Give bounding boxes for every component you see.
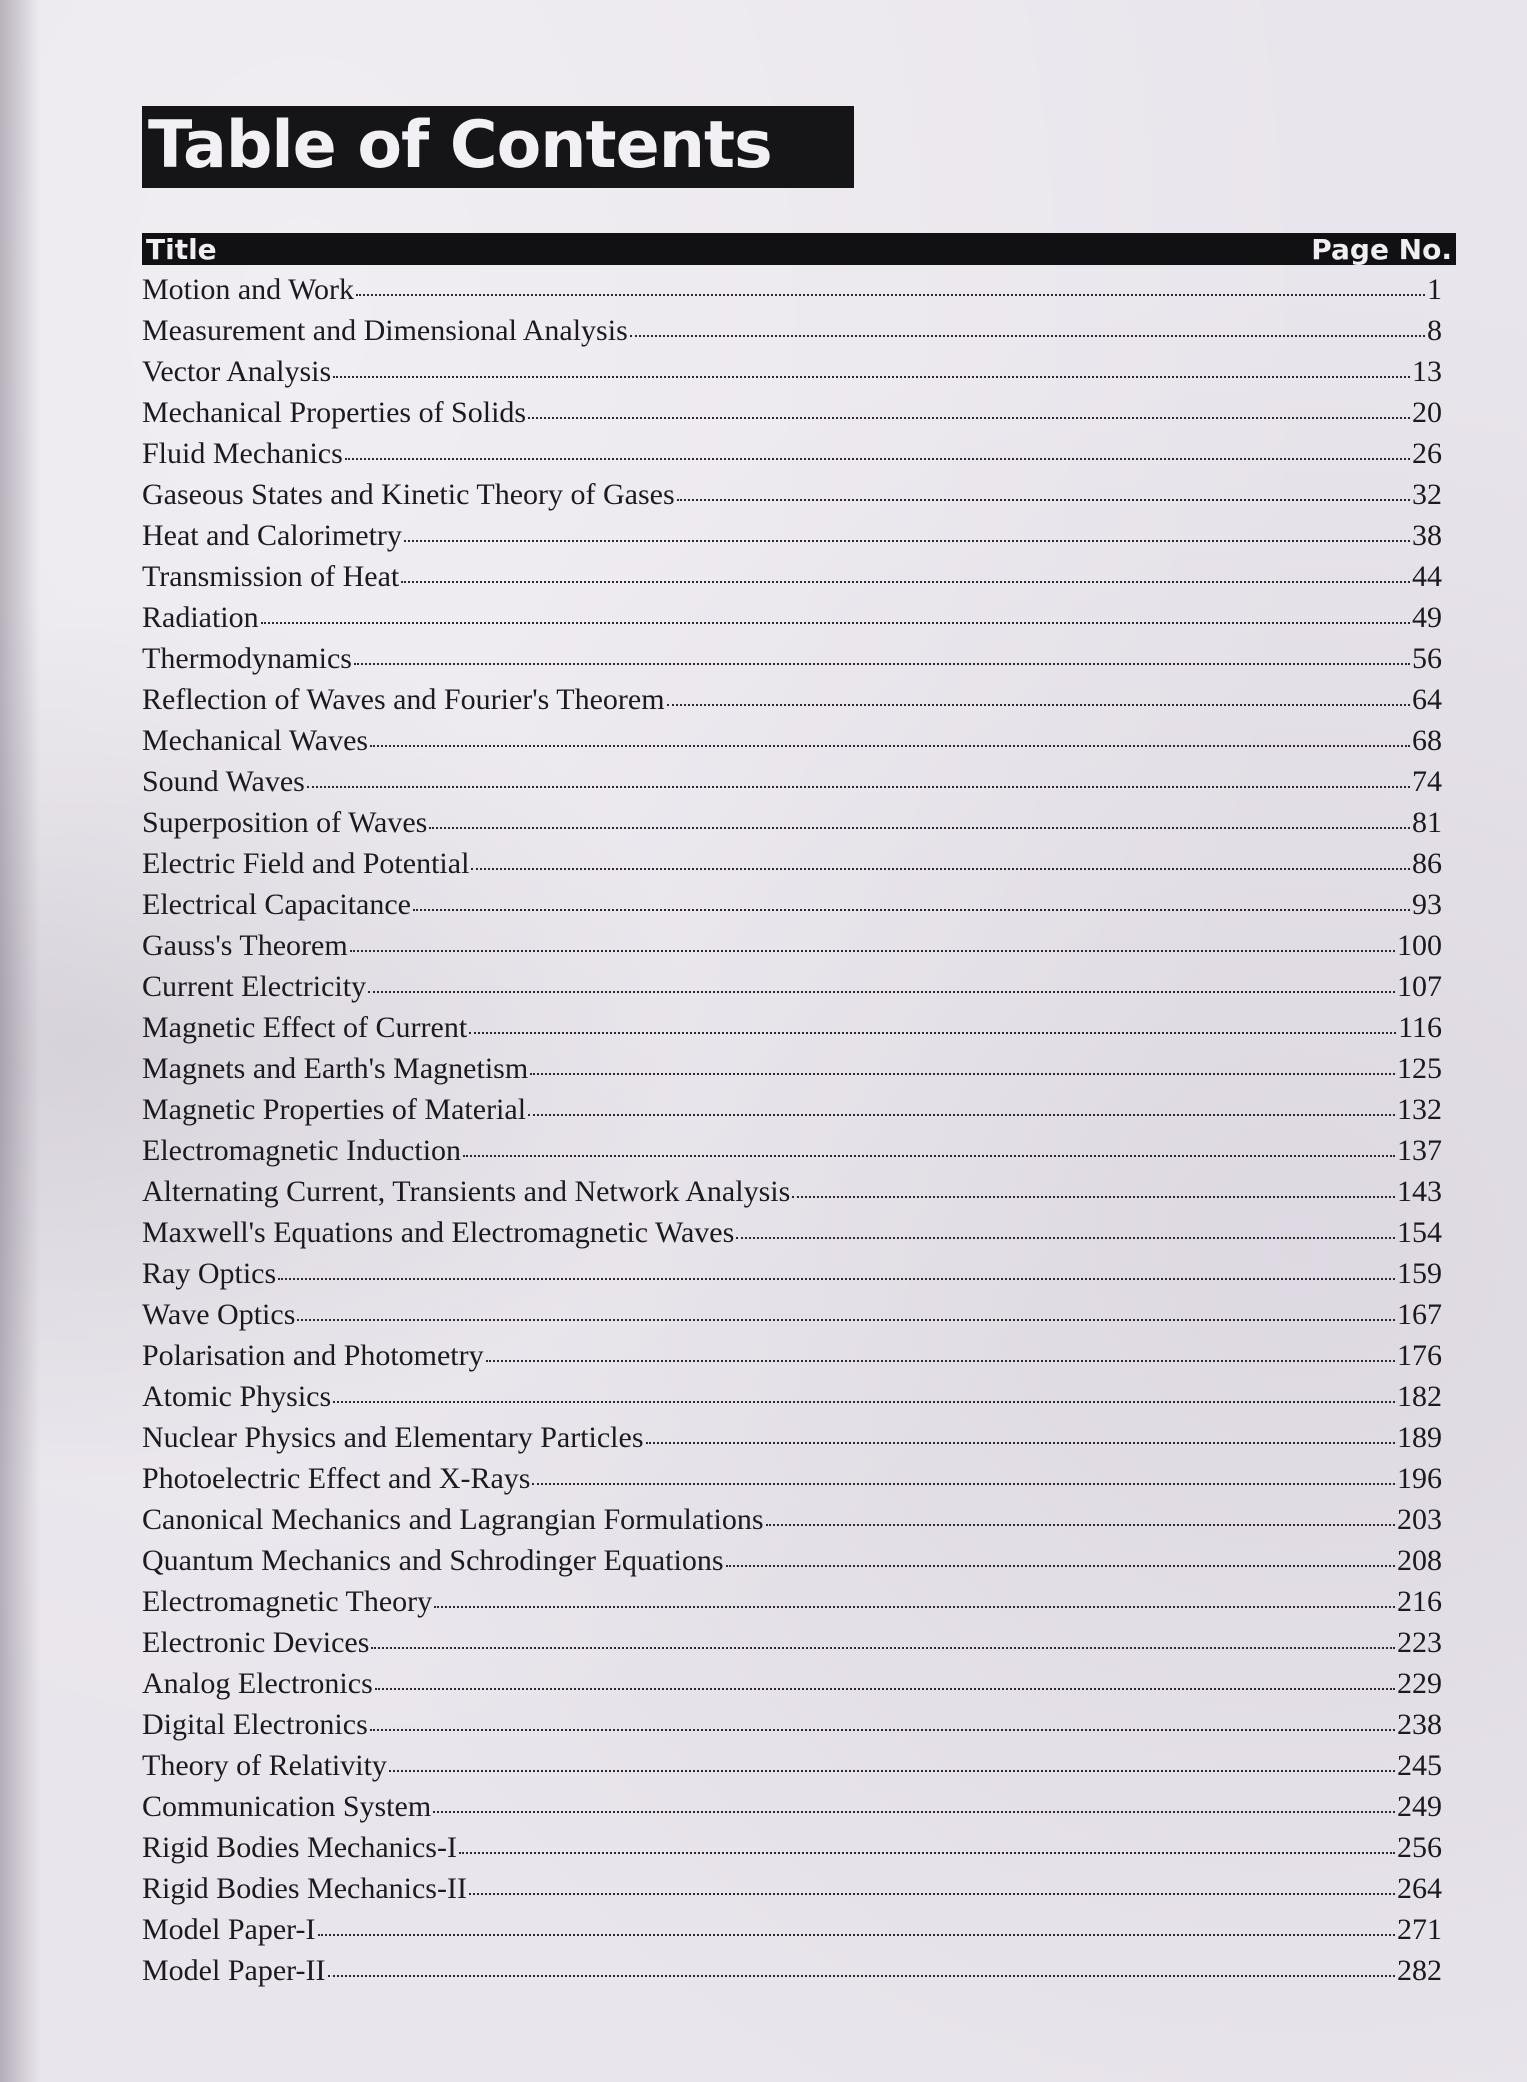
dot-leader bbox=[667, 700, 1410, 706]
toc-entry-title: Electric Field and Potential bbox=[142, 847, 470, 880]
toc-entry-title: Rigid Bodies Mechanics-I bbox=[142, 1831, 457, 1864]
toc-entry-page: 68 bbox=[1412, 724, 1442, 757]
dot-leader bbox=[375, 1684, 1395, 1690]
toc-entry bbox=[142, 1130, 1442, 1171]
toc-entry bbox=[142, 802, 1442, 843]
dot-leader bbox=[469, 1028, 1396, 1034]
dot-leader bbox=[333, 1397, 1395, 1403]
toc-entry-page: 249 bbox=[1397, 1790, 1442, 1823]
toc-entry bbox=[142, 1540, 1442, 1581]
dot-leader bbox=[371, 1643, 1395, 1649]
toc-entry bbox=[142, 1253, 1442, 1294]
toc-entry-page: 223 bbox=[1397, 1626, 1442, 1659]
dot-leader bbox=[433, 1807, 1395, 1813]
toc-entry-title: Magnets and Earth's Magnetism bbox=[142, 1052, 529, 1085]
dot-leader bbox=[463, 1151, 1395, 1157]
toc-entry-title: Mechanical Properties of Solids bbox=[142, 396, 527, 429]
toc-entry bbox=[142, 515, 1442, 556]
page-edge-shadow bbox=[0, 0, 40, 2082]
toc-entry-page: 56 bbox=[1412, 642, 1442, 675]
dot-leader bbox=[528, 413, 1410, 419]
toc-entry bbox=[142, 720, 1442, 761]
toc-entry-page: 208 bbox=[1397, 1544, 1442, 1577]
dot-leader bbox=[736, 1233, 1395, 1239]
dot-leader bbox=[528, 1110, 1395, 1116]
toc-entry-page: 86 bbox=[1412, 847, 1442, 880]
toc-entry-page: 49 bbox=[1412, 601, 1442, 634]
page-column-label: Page No. bbox=[1311, 232, 1452, 266]
toc-entry-page: 256 bbox=[1397, 1831, 1442, 1864]
toc-entry bbox=[142, 1294, 1442, 1335]
toc-entry-title: Radiation bbox=[142, 601, 259, 634]
dot-leader bbox=[278, 1274, 1395, 1280]
toc-entry bbox=[142, 1007, 1442, 1048]
toc-entry-title: Gauss's Theorem bbox=[142, 929, 348, 962]
dot-leader bbox=[413, 905, 1410, 911]
toc-entry-page: 137 bbox=[1397, 1134, 1442, 1167]
dot-leader bbox=[646, 1438, 1395, 1444]
toc-entry-title: Model Paper-II bbox=[142, 1954, 326, 1987]
toc-entry-title: Electronic Devices bbox=[142, 1626, 370, 1659]
dot-leader bbox=[726, 1561, 1395, 1567]
toc-entry-page: 238 bbox=[1397, 1708, 1442, 1741]
toc-entry-page: 26 bbox=[1412, 437, 1442, 470]
toc-entry-page: 182 bbox=[1397, 1380, 1442, 1413]
dot-leader bbox=[370, 741, 1410, 747]
toc-entry bbox=[142, 1048, 1442, 1089]
toc-entry bbox=[142, 1089, 1442, 1130]
toc-entry-page: 264 bbox=[1397, 1872, 1442, 1905]
dot-leader bbox=[792, 1192, 1395, 1198]
toc-entry bbox=[142, 351, 1442, 392]
toc-entry-title: Rigid Bodies Mechanics-II bbox=[142, 1872, 467, 1905]
dot-leader bbox=[530, 1069, 1395, 1075]
toc-entry bbox=[142, 1909, 1442, 1950]
toc-entry bbox=[142, 269, 1442, 310]
toc-entry bbox=[142, 392, 1442, 433]
dot-leader bbox=[459, 1848, 1395, 1854]
toc-entry bbox=[142, 1458, 1442, 1499]
toc-entry-page: 20 bbox=[1412, 396, 1442, 429]
dot-leader bbox=[630, 331, 1425, 337]
toc-entry bbox=[142, 1171, 1442, 1212]
dot-leader bbox=[345, 454, 1410, 460]
dot-leader bbox=[307, 782, 1410, 788]
toc-entry-title: Electromagnetic Induction bbox=[142, 1134, 462, 1167]
dot-leader bbox=[677, 495, 1410, 501]
dot-leader bbox=[469, 1889, 1395, 1895]
dot-leader bbox=[471, 864, 1410, 870]
toc-entry bbox=[142, 474, 1442, 515]
dot-leader bbox=[318, 1930, 1395, 1936]
toc-entry-title: Digital Electronics bbox=[142, 1708, 368, 1741]
toc-entry-title: Alternating Current, Transients and Network Analysis bbox=[142, 1175, 791, 1208]
toc-entry bbox=[142, 1499, 1442, 1540]
dot-leader bbox=[261, 618, 1410, 624]
dot-leader bbox=[356, 290, 1425, 296]
page-title: Table of Contents bbox=[148, 108, 772, 183]
page-title-banner bbox=[142, 106, 854, 188]
toc-entry-page: 282 bbox=[1397, 1954, 1442, 1987]
dot-leader bbox=[532, 1479, 1395, 1485]
toc-entry-title: Magnetic Properties of Material bbox=[142, 1093, 527, 1126]
toc-column-header bbox=[142, 233, 1456, 265]
toc-entry-page: 1 bbox=[1427, 273, 1442, 306]
toc-entry-page: 229 bbox=[1397, 1667, 1442, 1700]
dot-leader bbox=[328, 1971, 1395, 1977]
toc-entry-title: Wave Optics bbox=[142, 1298, 296, 1331]
toc-entry-title: Polarisation and Photometry bbox=[142, 1339, 484, 1372]
toc-entry-page: 143 bbox=[1397, 1175, 1442, 1208]
toc-entry-title: Thermodynamics bbox=[142, 642, 352, 675]
toc-entry-title: Gaseous States and Kinetic Theory of Gases bbox=[142, 478, 675, 511]
toc-entry-title: Quantum Mechanics and Schrodinger Equations bbox=[142, 1544, 724, 1577]
toc-entry bbox=[142, 761, 1442, 802]
toc-entry-page: 116 bbox=[1398, 1011, 1442, 1044]
toc-entry bbox=[142, 966, 1442, 1007]
toc-entry-title: Fluid Mechanics bbox=[142, 437, 343, 470]
dot-leader bbox=[368, 987, 1395, 993]
dot-leader bbox=[333, 372, 1410, 378]
toc-entry bbox=[142, 1868, 1442, 1909]
toc-entry-page: 196 bbox=[1397, 1462, 1442, 1495]
toc-entry-page: 125 bbox=[1397, 1052, 1442, 1085]
toc-entry bbox=[142, 556, 1442, 597]
dot-leader bbox=[401, 577, 1410, 583]
toc-entry-title: Superposition of Waves bbox=[142, 806, 428, 839]
toc-entry-title: Heat and Calorimetry bbox=[142, 519, 402, 552]
toc-entry-page: 32 bbox=[1412, 478, 1442, 511]
toc-entry-page: 81 bbox=[1412, 806, 1442, 839]
dot-leader bbox=[354, 659, 1410, 665]
toc-entry-page: 176 bbox=[1397, 1339, 1442, 1372]
dot-leader bbox=[434, 1602, 1395, 1608]
toc-entry bbox=[142, 843, 1442, 884]
toc-entry bbox=[142, 1745, 1442, 1786]
toc-entry-title: Vector Analysis bbox=[142, 355, 332, 388]
toc-entry-title: Reflection of Waves and Fourier's Theorem bbox=[142, 683, 665, 716]
toc-entry-page: 64 bbox=[1412, 683, 1442, 716]
toc-entry-page: 13 bbox=[1412, 355, 1442, 388]
toc-entry-title: Ray Optics bbox=[142, 1257, 277, 1290]
toc-entry bbox=[142, 1663, 1442, 1704]
toc-entry-page: 167 bbox=[1397, 1298, 1442, 1331]
toc-entry bbox=[142, 1704, 1442, 1745]
toc-entry-page: 159 bbox=[1397, 1257, 1442, 1290]
toc-entry-title: Photoelectric Effect and X-Rays bbox=[142, 1462, 531, 1495]
toc-entry-page: 271 bbox=[1397, 1913, 1442, 1946]
toc-entry-title: Measurement and Dimensional Analysis bbox=[142, 314, 628, 347]
toc-entry-title: Nuclear Physics and Elementary Particles bbox=[142, 1421, 644, 1454]
toc-entry bbox=[142, 925, 1442, 966]
toc-entry bbox=[142, 884, 1442, 925]
dot-leader bbox=[297, 1315, 1395, 1321]
toc-entry-page: 93 bbox=[1412, 888, 1442, 921]
toc-entry-page: 74 bbox=[1412, 765, 1442, 798]
toc-entry bbox=[142, 1950, 1442, 1991]
toc-entry-title: Transmission of Heat bbox=[142, 560, 400, 593]
toc-entry-page: 216 bbox=[1397, 1585, 1442, 1618]
dot-leader bbox=[766, 1520, 1396, 1526]
toc-entry-page: 107 bbox=[1397, 970, 1442, 1003]
toc-entry-title: Maxwell's Equations and Electromagnetic Waves bbox=[142, 1216, 735, 1249]
toc-entry-title: Electromagnetic Theory bbox=[142, 1585, 433, 1618]
toc-entry-title: Electrical Capacitance bbox=[142, 888, 411, 921]
dot-leader bbox=[350, 946, 1395, 952]
toc-entry bbox=[142, 1581, 1442, 1622]
dot-leader bbox=[370, 1725, 1395, 1731]
toc-entry bbox=[142, 1786, 1442, 1827]
toc-entry bbox=[142, 1335, 1442, 1376]
title-column-label: Title bbox=[146, 232, 217, 266]
toc-entry-title: Canonical Mechanics and Lagrangian Formulations bbox=[142, 1503, 764, 1536]
toc-entry-title: Mechanical Waves bbox=[142, 724, 369, 757]
toc-entry-title: Current Electricity bbox=[142, 970, 367, 1003]
toc-entry-title: Communication System bbox=[142, 1790, 432, 1823]
toc-entry-title: Magnetic Effect of Current bbox=[142, 1011, 468, 1044]
dot-leader bbox=[486, 1356, 1395, 1362]
toc-entry-page: 189 bbox=[1397, 1421, 1442, 1454]
toc-entry bbox=[142, 597, 1442, 638]
toc-entry-page: 154 bbox=[1397, 1216, 1442, 1249]
toc-entry bbox=[142, 679, 1442, 720]
toc-entry-title: Motion and Work bbox=[142, 273, 355, 306]
toc-entry-title: Atomic Physics bbox=[142, 1380, 332, 1413]
toc-entry-title: Model Paper-I bbox=[142, 1913, 316, 1946]
toc-entry-page: 203 bbox=[1397, 1503, 1442, 1536]
toc-entry-title: Theory of Relativity bbox=[142, 1749, 387, 1782]
toc-entry bbox=[142, 1827, 1442, 1868]
toc-entry-page: 38 bbox=[1412, 519, 1442, 552]
toc-entry-page: 245 bbox=[1397, 1749, 1442, 1782]
toc-entry-title: Analog Electronics bbox=[142, 1667, 373, 1700]
toc-entry-page: 132 bbox=[1397, 1093, 1442, 1126]
toc-list bbox=[142, 269, 1442, 1991]
toc-entry bbox=[142, 1212, 1442, 1253]
dot-leader bbox=[404, 536, 1410, 542]
toc-entry-title: Sound Waves bbox=[142, 765, 305, 798]
toc-entry-page: 100 bbox=[1397, 929, 1442, 962]
toc-entry-page: 44 bbox=[1412, 560, 1442, 593]
toc-entry-page: 8 bbox=[1427, 314, 1442, 347]
dot-leader bbox=[429, 823, 1410, 829]
toc-entry bbox=[142, 433, 1442, 474]
dot-leader bbox=[389, 1766, 1395, 1772]
toc-entry bbox=[142, 1417, 1442, 1458]
toc-entry bbox=[142, 1622, 1442, 1663]
toc-entry bbox=[142, 310, 1442, 351]
toc-entry bbox=[142, 638, 1442, 679]
toc-entry bbox=[142, 1376, 1442, 1417]
